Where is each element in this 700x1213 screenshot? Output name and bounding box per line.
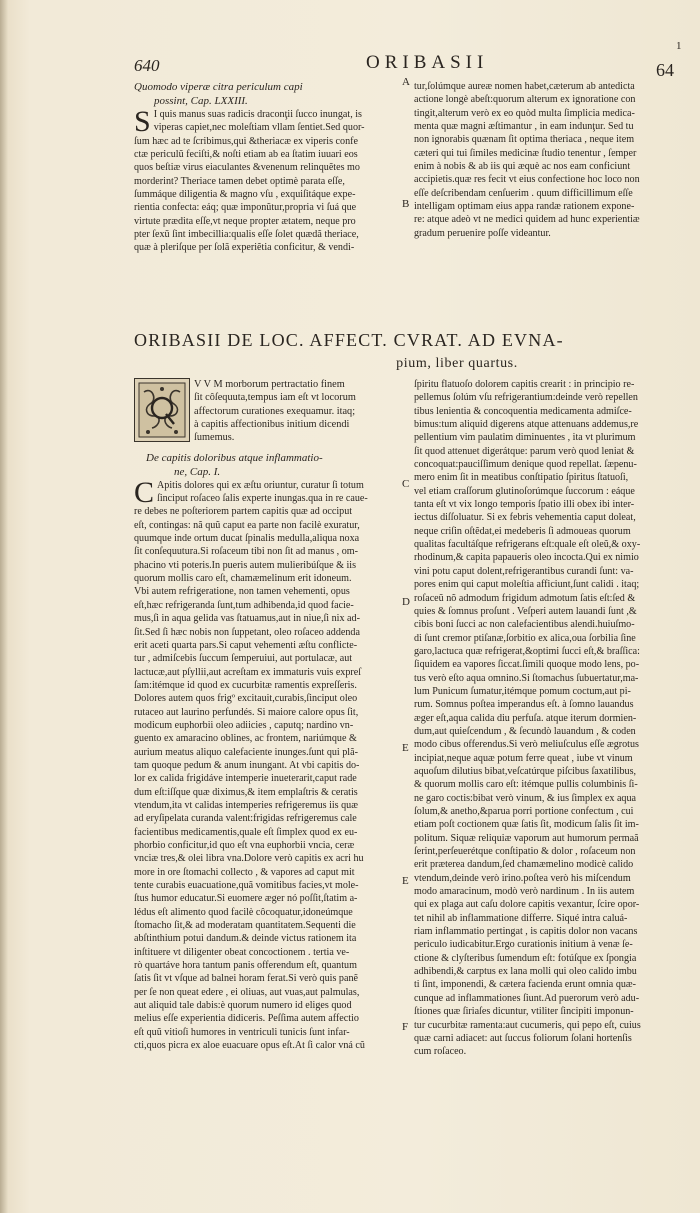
text-line: ctione & clyſteribus ſumendum eſt: fotúſque ex ſpongia [414, 952, 637, 964]
text-line: lactucæ,aut pſyllii,aut acreſtam ex immaturis vuis expreſ [134, 666, 362, 678]
text-line: viperas capiet,nec moleſtiam vllam ſentiet.Sed quor- [153, 122, 365, 134]
text-line: quorum mollis caro eſt, chamæmelinum erit idoneum. [134, 573, 352, 585]
text-line: erit aceti quarta pars.Si caput vehementi æſtu conflicte- [134, 639, 358, 651]
text-line: ſiquidem ea vapores ſiccat.ſimili quoque modo lens, po- [414, 659, 640, 671]
text-line: rientia confecta: eáq; quæ imponũtur,propria vi ſuá que [134, 202, 357, 214]
text-line: pter ſexũ ſint imbecillia:qualis eſſe ſolet quædã theriace, [134, 229, 359, 241]
chapter-title-cont: possint, Cap. LXXIII. [154, 95, 248, 107]
text-line: re: atque adeò vt ne medici quidem ad hunc experientiæ [414, 214, 640, 226]
text-line: tus verò eſto aqua omnino.Si ſtomachus ſubuertatur,ma- [414, 672, 639, 684]
text-line: eſt quũ vitioſi humores in ventriculi tunicis ſunt infar- [134, 1026, 350, 1038]
text-line: rhodinum,& capita papaueris oleo incocta.Qui ex nimio [414, 552, 639, 564]
text-line: guento ex amaracino oblines, ac frontem, nariúmque & [134, 733, 357, 745]
text-line: riam inflammatio pertingat , is capitis dolor non vacans [414, 926, 638, 938]
text-line: æger eſt,aqua calida diu perfuſa. atque iterum dormien- [414, 712, 637, 724]
margin-letter: A [402, 76, 410, 88]
text-line: cti,quos picra ex aloe euacuare opus eſt.At ſi calor vná cũ [134, 1040, 365, 1052]
text-line: non ignorabis quænam ſit optima theriaca , neque item [414, 134, 635, 146]
text-line: cibis boni ſucci ac non calefacientibus alendi.huiuſmo- [414, 619, 635, 631]
text-line: tam quoque pedum & anum inungant. At vbi capitis do- [134, 759, 360, 771]
page-spine-shadow [0, 0, 8, 1213]
book-heading-line-2: pium, liber quartus. [396, 356, 518, 371]
text-line: abſtinthium potui dandum.& deinde victus rationem ita [134, 933, 357, 945]
text-line: quæ carni adiacet: aut ſuccus foliorum ſolani hortenſis [414, 1032, 632, 1044]
text-line: re debes ne poſteriorem partem capitis quæ ad occiput [134, 506, 353, 518]
margin-letter: F [402, 1021, 409, 1033]
margin-letter: E [402, 742, 409, 754]
text-line: ſit.Sed ſi hæc nobis non ſuppetant, oleo roſaceo addenda [134, 626, 360, 638]
text-line: ſtiones quæ ſiriaſes dicuntur, vtiliter ſincipiti imponun- [414, 1006, 634, 1018]
text-line: Dolores autem quos frigº excitauit,curabis,ſinciput oleo [134, 693, 358, 705]
text-line: ſummáque diligentia & magno vſu , exquiſitáque expe- [134, 189, 356, 201]
text-line: virtute prædita eſſe,vt neque propter ætatem, neque pro [134, 215, 356, 227]
text-line: vnciæ tres,& olei libra vna.Dolore verò capitis ex acri hu [134, 853, 364, 865]
text-line: tur,ſolúmque aureæ nomen habet,cæterum ab antedicta [414, 81, 635, 92]
text-line: quies & ſomnus proſunt . Veſperi autem lauandi ſunt ,& [414, 605, 637, 617]
text-line: I quis manus suas radicis draconţii ſucco inungat, is [153, 109, 362, 120]
text-line: rò quartáve hora tantum panis offerendum eſt, quantum [134, 960, 357, 972]
text-line: tur , admiſcebis ſuccum ſemperuiui, aut portulacæ, aut [134, 653, 353, 665]
text-line: lor ex calida frigidáve intemperie inueterarit,caput rade [134, 773, 357, 785]
text-line: quæ à pleriſque per ſolã experiẽtia conficitur, & vendi- [134, 242, 355, 254]
text-line: phacino vti poteris.In pueris autem mulieribúſque & iis [134, 559, 357, 571]
running-head: ORIBASII [366, 52, 489, 73]
text-line: gradum peruenire poſſe videantur. [414, 227, 551, 239]
chapter-title: Quomodo viperæ citra periculum capi [134, 81, 303, 93]
text-line: aquoſum dilutius bibat,veſcatúrque piſcibus ſaxatilibus, [414, 765, 637, 777]
text-line: cum roſaceo. [414, 1046, 467, 1058]
text-line: aurium meatus aliquo calefaciente inunges.ſunt qui plã- [134, 746, 358, 758]
text-line: etiam poſt coctionem quæ ſatis ſit, modicum ſalis ſit im- [414, 819, 639, 831]
text-line: vtendum,deinde verò irino.poſtea verò his miſcendum [414, 872, 631, 884]
text-line: inſtituere vt diligenter obeat concoctionem . tertia ve- [134, 946, 350, 958]
text-line: Vbi autem refrigeratione, non tamen vehementi, opus [134, 586, 350, 598]
text-line: rutaceo aut laurino perfundés. Si maiore calore opus ſit, [134, 706, 359, 718]
text-line: accipietis.quæ res fecit vt eius confectione hoc loco non [414, 174, 640, 186]
text-line: adhibendi,& carptus ex lana molli qui oleo calido imbu [414, 966, 637, 978]
paragraph-lines [414, 378, 680, 1059]
text-line: ſinciput roſaceo ſalis experte inungas.qua in re caue- [157, 493, 368, 505]
text-line: eſt, contingas: nã quũ caput ea parte non facilè exuratur, [134, 519, 360, 531]
margin-letter: D [402, 596, 410, 608]
text-line: modo cibus offerendus.Si verò meliuſculus eſſe ægrotus [414, 739, 639, 751]
text-line: intelligam optimam eius appa randæ rationem expone- [414, 201, 635, 213]
text-line: neque criſin oſtẽdat,ei medeberis ſi admoueas quorum [414, 525, 631, 537]
text-line: more in ore ſtomachi collecto , & vapores ad caput mit [134, 866, 355, 878]
chapter-title: De capitis doloribus atque inflammatio- [146, 451, 323, 464]
text-line: tanta eſt vt vix longo temporis ſpatio illi obex ibi inter- [414, 499, 635, 511]
text-line: ſolum,& anetho,&parua porri portione confectum , cui [414, 806, 634, 817]
ornament-flourish-icon [138, 382, 186, 438]
book-heading-line-1: ORIBASII DE LOC. AFFECT. CVRAT. AD EVNA- [134, 330, 564, 350]
margin-letter: E [402, 875, 409, 887]
text-line: affectorum curationes exequamur. itaq; [194, 405, 356, 417]
text-line: vtendum,ita vt calidas intemperies refrigeremus iis quæ [134, 799, 358, 811]
page-number: 640 [134, 56, 160, 75]
text-line: aut aliquid tale dabis:è quorum numero id eliges quod [134, 1000, 352, 1012]
text-line: eſſe deſcribendam cenſuerim . quum difficillimum eſſe [414, 187, 633, 199]
text-line: eſt,hæc refrigeranda ſunt,tum adhibenda,id quod facie- [134, 599, 354, 611]
text-line: politum. Siquæ reliquiæ vaporum aut humorum permaã [414, 832, 639, 844]
text-line: erit præterea dandum,ſed chamæmelino modicè calido [414, 859, 634, 871]
text-line: à capitis affectionibus initium dicendi [194, 419, 350, 431]
text-line: quos beſtiæ virus eiaculantes &venenum relinquẽtes mo [134, 162, 360, 174]
text-line: melius eſſe experientia didiceris. Peſſima autem affectio [134, 1013, 359, 1025]
text-line: modo amaracinum, modò verò nardinum . In iis autem [414, 886, 635, 898]
text-line: ſtus humor educatur.Si euomere æger nó poſſit,ſtatim a- [134, 893, 358, 905]
text-line: ad eryſipelata curanda valent:frigidas refrigeremus cale [134, 813, 357, 825]
text-line: pellentium vim paulatim diminuentes , ita vt plurimum [414, 432, 636, 444]
text-line: ſpiritu flatuoſo dolorem capitis crearit : in principio re- [414, 379, 635, 390]
ornamental-initial-q [134, 378, 190, 442]
margin-letter: C [402, 478, 410, 490]
drop-cap: S [134, 105, 151, 138]
text-line: lum Punicum ſumatur,itémque pomum coctum,aut pi- [414, 685, 631, 697]
drop-cap: C [134, 475, 155, 509]
paragraph-lines [134, 475, 396, 1053]
text-line: phorbio conficitur,id quo eſt vna euphorbii vncia, ceræ [134, 840, 355, 851]
text-line: ſit côſequuta,tempus iam eſt vt locorum [194, 392, 356, 404]
text-line: ne garo coctis:bibat verò vinum, & ius ſimplex ex aqua [414, 792, 637, 804]
text-line: tur cucurbitæ ramenta:aut cucumeris, qui pepo eſt, cuius [414, 1019, 641, 1031]
text-line: morderint? Theriace tamen debet optimè parata eſſe, [134, 175, 345, 187]
text-line: enim à nobis & ab iis qui æquè ac nos eam conficiunt [414, 161, 631, 173]
text-line: rum. Somnus poſtea imperandus eſt. à ſomno lauandus [414, 699, 634, 711]
edition-number: 64 [656, 60, 674, 80]
text-line: periculo iudicabitur.Ergo curationis initium à venæ ſe- [414, 939, 633, 951]
text-line: lédus eſt alimento quod facilè côcoquatur,idoneúmque [134, 906, 353, 918]
text-line: qui ex plaga aut caſu dolore capitis vexantur, ſcire opor- [414, 899, 640, 911]
text-line: pores enim qui caput moleſtia afficiunt,ſunt calidi . itaq; [414, 579, 640, 591]
text-line: tet nihil ab inflammatione differre. Siqué intra caluá- [414, 912, 628, 924]
text-line: incipiat,neque aquæ potum ferre queat , iube vt vinum [414, 752, 633, 764]
text-line: qualitas facultáſque refrigerans eſt:quale eſt oleũ,& oxy- [414, 539, 641, 551]
text-line: quumque inde ortum ducat ſpinalis medulla,aliqua noxa [134, 533, 360, 545]
text-line: Apitis dolores qui ex æſtu oriuntur, curatur ſi totum [157, 479, 364, 491]
text-line: ſatis ſit vt vſque ad balnei horam ferat.Si verò quis panẽ [134, 973, 358, 985]
top-left-column [134, 80, 396, 255]
text-line: & quorum mollis caro eſt: itémque pullis columbinis ſi- [414, 779, 638, 791]
text-line: facientibus medicamentis,quale eſt ſimplex quod ex eu- [134, 826, 358, 838]
book-heading [134, 328, 680, 376]
paragraph-lines [414, 80, 680, 240]
text-line: ctæ periculũ feciſti,& noſti etiam ab ea ſtatim iuuari eos [134, 149, 358, 161]
text-line: roſaceũ nõ admodum frigidum admotum ſatis eſt:ſed & [414, 592, 636, 604]
page-header [134, 48, 674, 78]
bottom-right-column [414, 378, 680, 1059]
text-line: tente curabis euacuatione,quã vomitibus facies,vt mole- [134, 880, 359, 892]
text-line: ſam:itémque id quod ex cucurbitæ ramentis expreſſeris. [134, 679, 357, 691]
text-line: dum eſt:iſſque quæ diximus,& item emplaſtris & ceratis [134, 786, 358, 798]
text-line: vel etiam craſſorum glutinoſorúmque ſuccorum : eáque [414, 485, 635, 497]
text-line: vini potu caput dolent,refrigerantibus curandi ſunt: va- [414, 565, 634, 577]
text-line: ſtomacho ſit,& ad moderatam quantitatem.Sequenti die [134, 920, 356, 932]
text-line: ſum hæc ad te ſcribimus,qui &theriacæ ex viperis confe [134, 135, 358, 147]
text-line: actione longè abeſt:quorum alterum ex ignoratione con [414, 94, 636, 106]
text-line: ſumemus. [194, 432, 235, 444]
text-line: tingit,alterum verò ex eo quòd multa ſimplicia medica- [414, 107, 635, 119]
text-line: concoquat:pauciſſimum denique quod repellat. ſæpenu- [414, 459, 637, 471]
paragraph-lines [134, 105, 396, 255]
text-line: mero enim ſit in meatibus conſtipatio ſpiritus ſtatuoſi, [414, 472, 629, 484]
text-line: per ſe non queat edere , ei oliuas, aut vuas,aut palmulas, [134, 986, 360, 998]
text-line: ſit quod attenuet digerátque: parum verò quod leniat & [414, 445, 635, 457]
text-line: modicum euphorbii oleo adiicies , caputq; nardino vn- [134, 719, 354, 731]
text-line: cæteri qui tui ſimiles medicinæ ſtudio tenentur , ſemper [414, 147, 637, 159]
margin-letter: B [402, 198, 410, 210]
text-line: di ſunt cremor ptiſanæ,ſorbitio ex alica,oua ſorbilia ſine [414, 632, 636, 644]
text-line: ſerint,perſeuerétque conſtipatio & dolor , roſaceum non [414, 846, 636, 858]
bottom-left-column [134, 378, 396, 1053]
text-line: bimus:tum aliquid digerens atque attenuans addemus,re [414, 419, 639, 431]
text-line: menta quæ magni æſtimantur , in eam indunţur. Sed tu [414, 121, 634, 133]
text-line: V V M morborum pertractatio finem [194, 379, 345, 390]
text-line: ti ſint, imponendi, & cætera facienda erunt omnia quæ- [414, 979, 637, 991]
text-line: dum,aut quieſcendum , & ſecundò lauandum , & coden [414, 725, 636, 737]
text-line: cunque ad inflammationes ſiunt.Ad puerorum verò adu- [414, 992, 640, 1004]
text-line: tibus lenientia & concoquentia medicamenta admiſce- [414, 405, 632, 417]
top-right-column [414, 80, 680, 240]
text-line: garo,lactuca quæ refrigerat,&optimi ſucci eſt,& braſſica: [414, 645, 640, 657]
chapter-title-cont: ne, Cap. I. [174, 465, 221, 478]
text-line: iectus diſſoluatur. Si ex febris vehementia caput doleat, [414, 512, 636, 524]
text-line: ſit conſequutura.Si roſaceum tibi non ſit ad manus , om- [134, 546, 358, 558]
corner-mark: 1 [676, 40, 682, 52]
text-line: mus,ſi in aqua gelida vas ſtatuamus,aut in niue,ſi nix ad- [134, 613, 360, 625]
text-line: pellemus ſolúm vſu refrigerantium:deinde verò repellen [414, 392, 638, 404]
